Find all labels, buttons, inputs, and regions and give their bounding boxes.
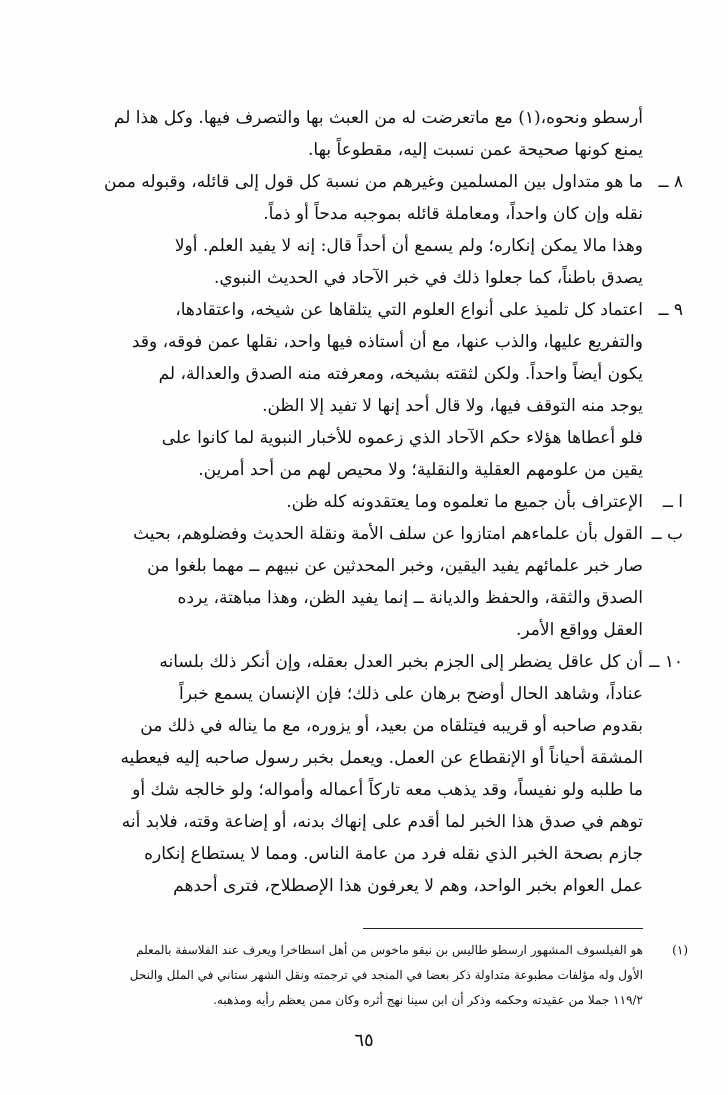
text-line: أرسطو ونحوه،(١) مع ماتعرضت له من العبث بها والتصرف فيها. وكل هذا لم: [113, 108, 643, 128]
text-line: اعتماد كل تلميذ على أنواع العلوم التي يتلقاها عن شيخه، واعتقادها،: [175, 300, 643, 320]
list-item-alif: [75, 486, 683, 518]
list-item-ba: [75, 518, 683, 646]
item-number: ٨ ــ: [658, 172, 683, 192]
text-line: الصدق والثقة، والحفظ والديانة ــ إنما يفيد الظن، وهذا مباهتة، يرده: [177, 588, 643, 608]
list-item-8: [75, 166, 683, 294]
intro-paragraph: [75, 102, 643, 166]
text-line: يكون أيضاً واحداً. ولكن لثقته بشيخه، ومعرفته منه الصدق والعدالة، لم: [158, 364, 643, 384]
text-line: عناداً، وشاهد الحال أوضح برهان على ذلك؛ فإن الإنسان يسمع خبراً: [179, 684, 643, 704]
text-line: أن كل عاقل يضطر إلى الجزم بخبر العدل بعقله، وإن أنكر ذلك بلسانه: [159, 652, 643, 672]
footnote-separator: [363, 928, 643, 929]
text-line: فلو أعطاها هؤلاء حكم الآحاد الذي زعموه للأخبار النبوية لما كانوا على: [161, 428, 643, 448]
text-line: الإعتراف بأن جميع ما تعلموه وما يعتقدونه كله ظن.: [286, 492, 643, 512]
text-line: والتفريع عليها، والذب عنها، مع أن أستاذه فيها واحد، نقلها عمن فوقه، وقد: [131, 332, 643, 352]
text-line: يصدق باطناً، كما جعلوا ذلك في خبر الآحاد في الحديث النبوي.: [213, 268, 643, 288]
text-line: ما طلبه ولو نفيساً، وقد يذهب معه تاركاً أعماله وأمواله؛ ولو خالجه شك أو: [132, 780, 643, 800]
text-line: عمل العوام بخبر الواحد، وهم لا يعرفون هذا الإصطلاح، فترى أحدهم: [173, 876, 643, 896]
text-line: القول بأن علماءهم امتازوا عن سلف الأمة ونقلة الحديث وفضلوهم، بحيث: [133, 524, 643, 544]
item-number: ا ــ: [662, 492, 683, 512]
page-number: ٦٥: [354, 1030, 374, 1051]
text-line: بقدوم صاحبه أو قريبه فيتلقاه من بعيد، أو يزوره، مع ما يناله في ذلك من: [140, 716, 643, 736]
item-number: ب ــ: [651, 524, 683, 544]
text-line: ما هو متداول بين المسلمين وغيرهم من نسبة كل قول إلى قائله، وقبوله ممن: [103, 172, 643, 192]
list-item-9: [75, 294, 683, 486]
text-line: العقل وواقع الأمر.: [515, 620, 643, 640]
item-number: ٩ ــ: [658, 300, 683, 320]
text-line: وهذا مالا يمكن إنكاره؛ ولم يسمع أن أحداً قال: إنه لا يفيد العلم. أولا: [174, 236, 643, 256]
text-line: صار خبر علمائهم يفيد اليقين، وخبر المحدثين عن نبيهم ــ مهما بلغوا من: [147, 556, 643, 576]
footnote-line: ١١٩/٢ جملا من عقيدته وحكمه وذكر أن ابن سينا نهج أثره وكان ممن يعظم رأيه ومذهبه.: [213, 993, 643, 1007]
footnote: [75, 938, 688, 1013]
text-line: المشقة أحياناً أو الإنقطاع عن العمل. ويعمل بخبر رسول صاحبه إليه فيعطيه: [120, 748, 643, 768]
footnote-line: الأول وله مؤلفات مطبوعة متداولة ذكر بعضا في المنجد في ترجمته ونقل الشهر ستاني في الملل والنحل: [129, 968, 643, 982]
footnote-line: هو الفيلسوف المشهور ارسطو طاليس بن نيقو ماخوس من أهل اسطاخرا ويعرف عند الفلاسفة بالمعلم: [136, 943, 643, 957]
text-line: يمنع كونها صحيحة عمن نسبت إليه، مقطوعاً بها.: [308, 140, 643, 160]
main-text: [75, 102, 683, 902]
text-line: يقين من علومهم العقلية والنقلية؛ ولا محيص لهم من أحد أمرين.: [198, 460, 643, 480]
footnote-mark: (١): [672, 943, 688, 957]
item-number: ١٠ ــ: [649, 652, 683, 672]
list-item-10: [75, 646, 683, 902]
text-line: توهم في صدق هذا الخبر لما أقدم على إنهاك بدنه، أو إضاعة وقته، فلابد أنه: [121, 812, 643, 832]
text-line: جازم بصحة الخبر الذي نقله فرد من عامة الناس. ومما لا يستطاع إنكاره: [144, 844, 643, 864]
text-line: يوجد منه التوقف فيها، ولا قال أحد إنها لا تفيد إلا الظن.: [262, 396, 643, 416]
text-line: نقله وإن كان واحداً، ومعاملة قائله بموجبه مدحاً أو ذماً.: [263, 204, 643, 224]
